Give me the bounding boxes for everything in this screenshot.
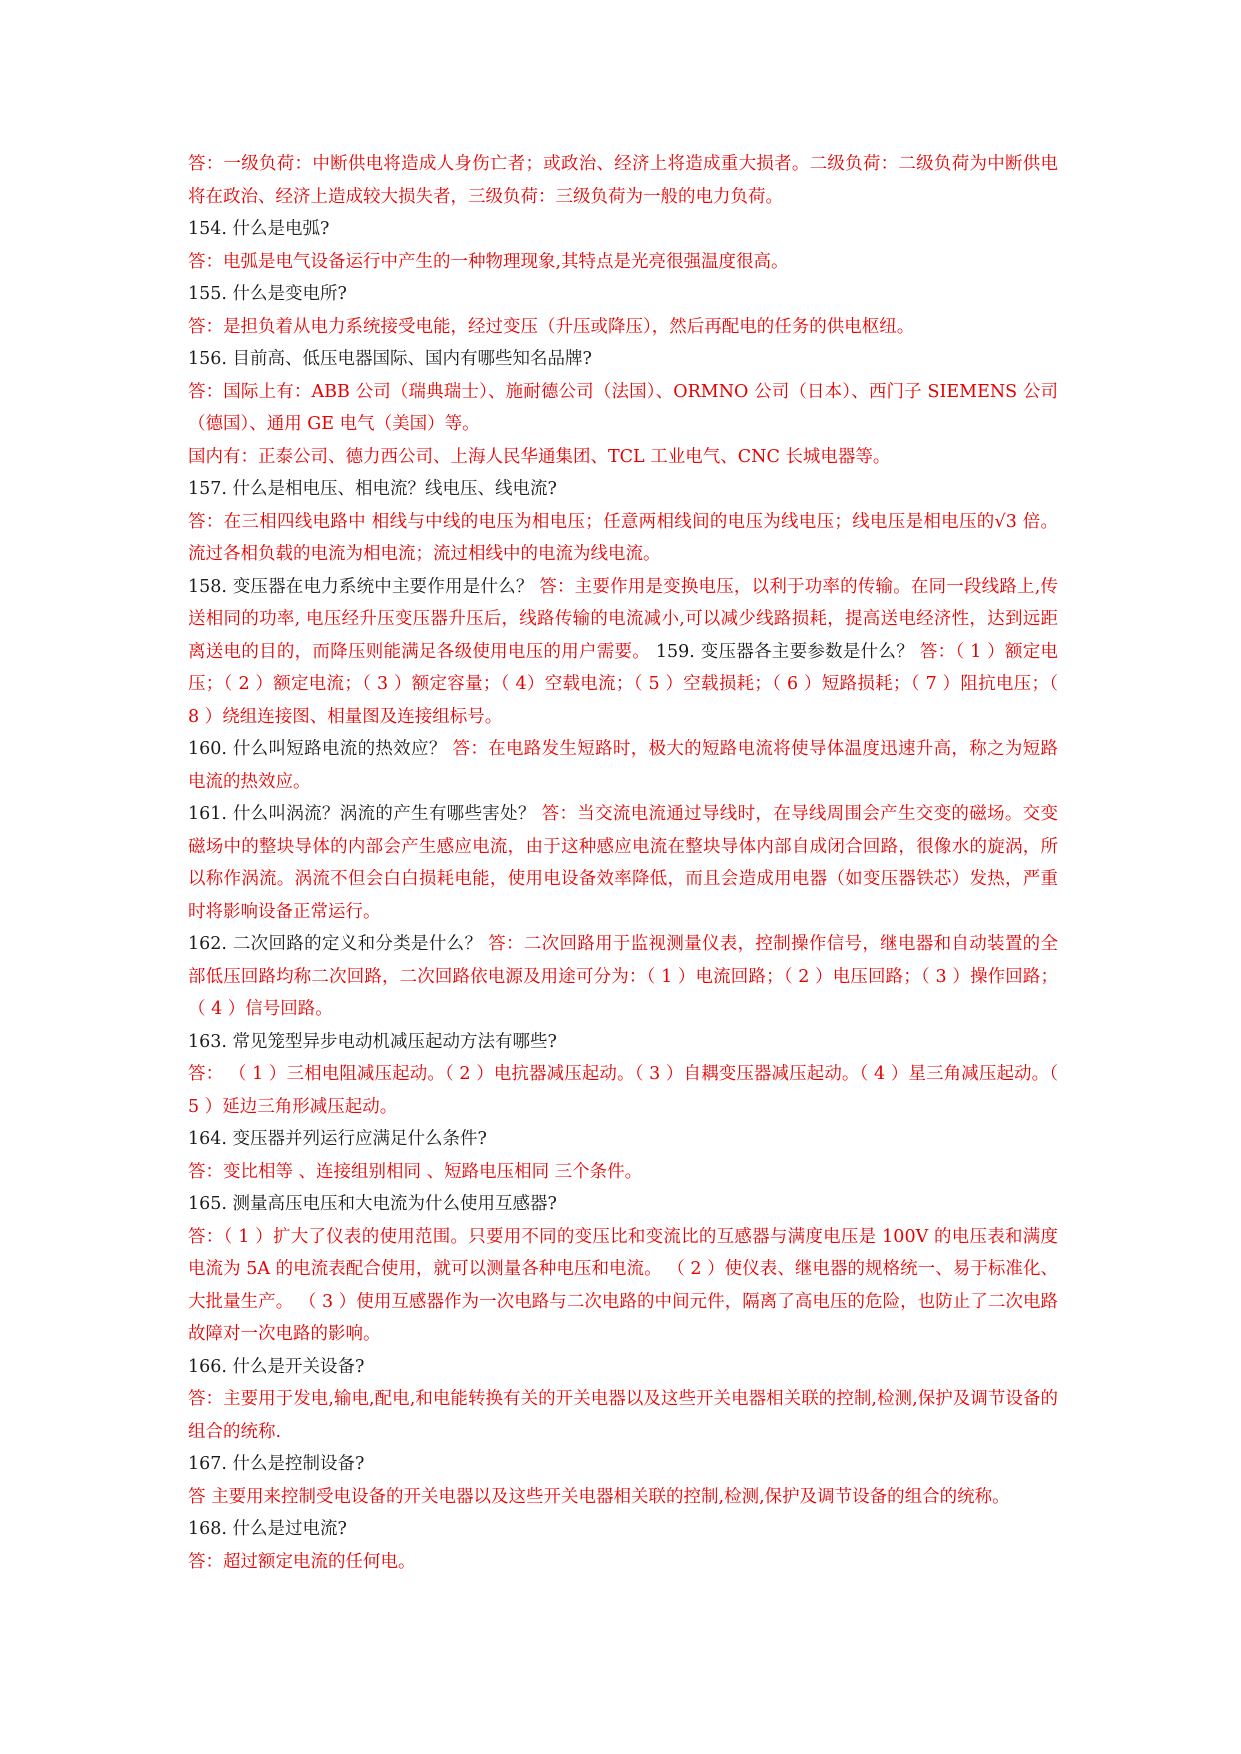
answer-text: 答：超过额定电流的任何电。 xyxy=(188,1551,416,1572)
answer-text: 答：变比相等 、连接组别相同 、短路电压相同 三个条件。 xyxy=(188,1161,643,1182)
question-text: 165. 测量高压电压和大电流为什么使用互感器? xyxy=(188,1194,557,1214)
answer-text: 答：国际上有：ABB 公司（瑞典瑞士）、施耐德公司（法国）、ORMNO 公司（日本）、西门子 SIEMENS 公司（德国）、通用 GE 电气（美国）等。 xyxy=(188,381,1058,434)
answer-text: 答 主要用来控制受电设备的开关电器以及这些开关电器相关联的控制,检测,保护及调节设备的组合的统称。 xyxy=(188,1486,1010,1507)
question-text: 156. 目前高、低压电器国际、国内有哪些知名品牌? xyxy=(188,349,592,369)
document-page xyxy=(188,148,1058,1578)
qa-paragraph xyxy=(188,571,1058,734)
answer-text: 答：是担负着从电力系统接受电能，经过变压（升压或降压），然后再配电的任务的供电枢纽。 xyxy=(188,316,915,337)
answer-text: 答：一级负荷：中断供电将造成人身伤亡者；或政治、经济上将造成重大损者。二级负荷：二级负荷为中断供电将在政治、经济上造成较大损失者，三级负荷：三级负荷为一般的电力负荷。 xyxy=(188,154,1058,207)
answer-text: 答：当交流电流通过导线时，在导线周围会产生交变的磁场。交变磁场中的整块导体的内部会产生感应电流，由于这种感应电流在整块导体内部自成闭合回路，很像水的旋涡，所以称作涡流。涡流不但会白白损耗电能，使用电设备效率降低，而且会造成用电器（如变压器铁芯）发热，严重时将影响设备正常运行。 xyxy=(188,804,1059,922)
answer-text: 答：在电路发生短路时，极大的短路电流将使导体温度迅速升高，称之为短路电流的热效应。 xyxy=(188,739,1058,792)
answer-text: 答：电弧是电气设备运行中产生的一种物理现象,其特点是光亮很强温度很高。 xyxy=(188,251,789,272)
answer-text: 答：主要作用是变换电压，以利于功率的传输。在同一段线路上,传送相同的功率, 电压经升压变压器升压后，线路传输的电流减小,可以减少线路损耗，提高送电经济性，达到远距离送电的目的，而降压则能满足各级使用电压的用户需要。 xyxy=(188,576,1059,662)
question-text: 167. 什么是控制设备? xyxy=(188,1454,365,1474)
question-text: 154. 什么是电弧? xyxy=(188,219,330,239)
question-text: 163. 常见笼型异步电动机减压起动方法有哪些? xyxy=(188,1031,557,1052)
qa-paragraph xyxy=(188,798,1058,928)
answer-text: 答： （ 1 ）三相电阻减压起动。（ 2 ）电抗器减压起动。（ 3 ）自耦变压器减压起动。（ 4 ）星三角减压起动。（ 5 ）延边三角形减压起动。 xyxy=(188,1064,1058,1117)
answer-text: 答：主要用于发电,输电,配电,和电能转换有关的开关电器以及这些开关电器相关联的控制,检测,保护及调节设备的组合的统称. xyxy=(188,1389,1058,1442)
answer-text: 答：（ 1 ）额定电压；（ 2 ）额定电流；（ 3 ）额定容量；（ 4）空载电流；（ 5 ）空载损耗；（ 6 ）短路损耗；（ 7 ）阻抗电压；（ 8 ）绕组连接图、相量图及连接组标号。 xyxy=(188,641,1058,727)
question-text: 158. 变压器在电力系统中主要作用是什么？ xyxy=(188,576,540,597)
answer-text: 答：在三相四线电路中 相线与中线的电压为相电压；任意两相线间的电压为线电压；线电压是相电压的√3 倍。流过各相负载的电流为相电流；流过相线中的电流为线电流。 xyxy=(188,511,1058,564)
question-text: 162. 二次回路的定义和分类是什么？ xyxy=(188,934,489,954)
question-text: 168. 什么是过电流? xyxy=(188,1519,347,1539)
question-text: 161. 什么叫涡流？涡流的产生有哪些害处？ xyxy=(188,804,542,824)
qa-paragraph xyxy=(188,733,1058,798)
question-text: 164. 变压器并列运行应满足什么条件? xyxy=(188,1129,487,1149)
qa-paragraph xyxy=(188,928,1058,1026)
answer-text: 国内有：正泰公司、德力西公司、上海人民华通集团、TCL 工业电气、CNC 长城电器等。 xyxy=(188,446,891,467)
answer-text: 答：二次回路用于监视测量仪表，控制操作信号，继电器和自动装置的全部低压回路均称二次回路，二次回路依电源及用途可分为：（ 1 ）电流回路；（ 2 ）电压回路；（ 3 ）操作回路；（ 4 ）信号回路。 xyxy=(188,934,1059,1019)
question-text: 166. 什么是开关设备? xyxy=(188,1356,365,1377)
question-text: 157. 什么是相电压、相电流？线电压、线电流? xyxy=(188,479,557,499)
question-text: 160. 什么叫短路电流的热效应？ xyxy=(188,739,453,759)
question-text: 159. 变压器各主要参数是什么？ xyxy=(655,641,920,662)
question-text: 155. 什么是变电所? xyxy=(188,284,347,304)
answer-text: 答：（ 1 ）扩大了仪表的使用范围。只要用不同的变压比和变流比的互感器与满度电压是 100V 的电压表和满度电流为 5A 的电流表配合使用，就可以测量各种电压和电流。 （ 2 ）使仪表、继电器的规格统一、易于标准化、大批量生产。 （ 3 ）使用互感器作为一次电路与二次电路的中间元件，隔离了高电压的危险，也防止了二次电路故障对一次电路的影响。 xyxy=(188,1226,1058,1344)
